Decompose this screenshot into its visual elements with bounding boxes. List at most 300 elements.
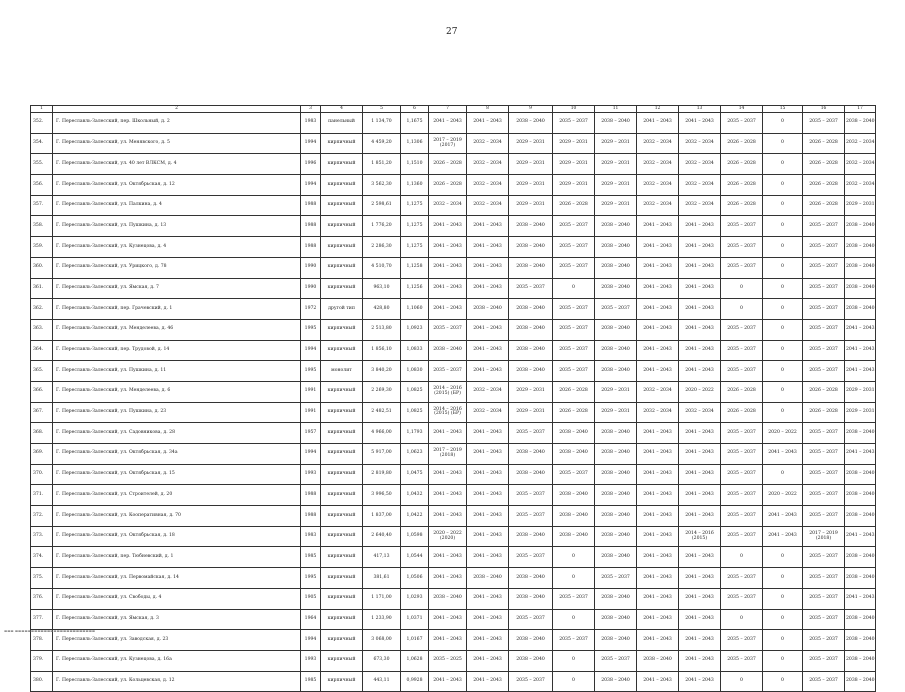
table-cell: 2041 – 2043 xyxy=(845,526,876,547)
row-number-cell: 380. xyxy=(31,671,53,692)
row-number-cell: 365. xyxy=(31,361,53,382)
table-cell: 2041 – 2043 xyxy=(845,444,876,465)
table-cell: кирпичный xyxy=(321,526,363,547)
table-cell: 1,1360 xyxy=(401,175,429,196)
table-cell: 2041 – 2043 xyxy=(467,237,509,258)
table-cell: 2032 – 2034 xyxy=(637,381,679,402)
row-number-cell: 373. xyxy=(31,526,53,547)
table-cell: 2038 – 2040 xyxy=(509,361,553,382)
table-cell: 2032 – 2034 xyxy=(679,175,721,196)
table-cell: 2041 – 2043 xyxy=(679,464,721,485)
table-cell: 2038 – 2040 xyxy=(845,257,876,278)
table-cell: 2035 – 2037 xyxy=(803,547,845,568)
table-cell: 2041 – 2043 xyxy=(637,671,679,692)
table-cell: 2035 – 2037 xyxy=(721,237,763,258)
table-cell: 2035 – 2037 xyxy=(803,506,845,527)
table-cell: 2026 – 2028 xyxy=(803,133,845,154)
table-cell: 1990 xyxy=(301,278,321,299)
address-cell: Г. Переславль-Залесский, ул. Кооперативная, д. 70 xyxy=(53,506,301,527)
table-cell: 2029 – 2031 xyxy=(509,154,553,175)
table-cell: 2026 – 2028 xyxy=(721,133,763,154)
table-cell: 2041 – 2043 xyxy=(845,361,876,382)
table-cell: 0 xyxy=(763,175,803,196)
table-cell: 381,61 xyxy=(363,568,401,589)
table-cell: 2035 – 2037 xyxy=(803,319,845,340)
table-cell: 2026 – 2028 xyxy=(721,402,763,423)
table-cell: 2035 – 2037 xyxy=(803,650,845,671)
table-cell: 2041 – 2043 xyxy=(429,299,467,320)
row-number-cell: 363. xyxy=(31,319,53,340)
table-row xyxy=(31,671,876,692)
column-header-17: 17 xyxy=(845,106,876,113)
table-row xyxy=(31,381,876,402)
table-cell: 2029 – 2031 xyxy=(845,195,876,216)
table-cell: 2032 – 2034 xyxy=(845,175,876,196)
table-cell: 2032 – 2034 xyxy=(637,133,679,154)
table-cell: 1 856,10 xyxy=(363,340,401,361)
column-header-9: 9 xyxy=(509,106,553,113)
table-cell: 1983 xyxy=(301,526,321,547)
address-cell: Г. Переславль-Залесский, ул. Урицкого, д. 78 xyxy=(53,257,301,278)
table-cell: 0 xyxy=(763,237,803,258)
table-cell: 1993 xyxy=(301,464,321,485)
address-cell: Г. Переславль-Залесский, ул. Октябрьская, д. 34а xyxy=(53,444,301,465)
table-cell: 2035 – 2037 xyxy=(803,568,845,589)
column-header-12: 12 xyxy=(637,106,679,113)
table-cell: 2041 – 2043 xyxy=(637,299,679,320)
table-cell: 2041 – 2043 xyxy=(637,340,679,361)
table-cell: 1,0830 xyxy=(401,361,429,382)
table-cell: 2038 – 2040 xyxy=(509,299,553,320)
table-cell: 2041 – 2043 xyxy=(637,278,679,299)
address-cell: Г. Переславль-Залесский, ул. Ямская, д. 3 xyxy=(53,609,301,630)
table-cell: 2020 – 2022 xyxy=(679,381,721,402)
table-cell: 3 562,30 xyxy=(363,175,401,196)
table-cell: 2041 – 2043 xyxy=(679,671,721,692)
row-number-cell: 376. xyxy=(31,588,53,609)
table-cell: 2029 – 2031 xyxy=(509,402,553,423)
table-cell: 2020 – 2022 (2020) xyxy=(429,526,467,547)
table-cell: 2035 – 2037 xyxy=(553,113,595,134)
table-cell: 1 134,70 xyxy=(363,113,401,134)
table-cell: 0,9928 xyxy=(401,671,429,692)
table-cell: 2032 – 2034 xyxy=(467,133,509,154)
table-cell: 2029 – 2031 xyxy=(595,402,637,423)
column-header-16: 16 xyxy=(803,106,845,113)
row-number-cell: 369. xyxy=(31,444,53,465)
table-cell: 2038 – 2040 xyxy=(595,340,637,361)
table-cell: 2035 – 2037 xyxy=(803,464,845,485)
address-cell: Г. Переславль-Залесский, ул. 40 лет ВЛКСМ, д. 4 xyxy=(53,154,301,175)
table-cell: 1995 xyxy=(301,361,321,382)
table-cell: 2041 – 2043 xyxy=(845,319,876,340)
table-cell: 2029 – 2031 xyxy=(509,133,553,154)
table-cell: 2041 – 2043 xyxy=(763,526,803,547)
table-cell: 2038 – 2040 xyxy=(845,650,876,671)
table-cell: 2035 – 2037 xyxy=(803,278,845,299)
column-header-3: 3 xyxy=(301,106,321,113)
table-row xyxy=(31,113,876,134)
table-cell: 2038 – 2040 xyxy=(509,340,553,361)
table-cell: 2041 – 2043 xyxy=(845,340,876,361)
table-row xyxy=(31,154,876,175)
address-cell: Г. Переславль-Залесский, ул. Заводская, д. 23 xyxy=(53,630,301,651)
table-cell: 0 xyxy=(763,216,803,237)
table-cell: 2041 – 2043 xyxy=(637,319,679,340)
table-cell: 2038 – 2040 xyxy=(509,630,553,651)
table-cell: 0 xyxy=(553,609,595,630)
column-header-14: 14 xyxy=(721,106,763,113)
table-cell: 2038 – 2040 xyxy=(845,464,876,485)
table-cell: 1 171,00 xyxy=(363,588,401,609)
table-cell: 2041 – 2043 xyxy=(467,361,509,382)
table-cell: 2038 – 2040 xyxy=(553,485,595,506)
table-cell: 2 269,30 xyxy=(363,381,401,402)
row-number-cell: 360. xyxy=(31,257,53,278)
table-cell: 0 xyxy=(721,547,763,568)
table-cell: 2038 – 2040 xyxy=(595,630,637,651)
table-cell: 1,0432 xyxy=(401,485,429,506)
address-cell: Г. Переславль-Залесский, ул. Свободы, д. 4 xyxy=(53,588,301,609)
table-cell: 2029 – 2031 xyxy=(595,154,637,175)
table-cell: 2041 – 2043 xyxy=(679,485,721,506)
table-cell: 2038 – 2040 xyxy=(595,361,637,382)
table-cell: 0 xyxy=(763,588,803,609)
table-cell: 2041 – 2043 xyxy=(467,506,509,527)
table-cell: 2041 – 2043 xyxy=(467,444,509,465)
table-cell: 417,13 xyxy=(363,547,401,568)
table-cell: 2038 – 2040 xyxy=(595,671,637,692)
table-row xyxy=(31,506,876,527)
table-cell: 2035 – 2037 xyxy=(553,319,595,340)
table-row xyxy=(31,402,876,423)
table-cell: кирпичный xyxy=(321,444,363,465)
table-cell: 2041 – 2043 xyxy=(637,526,679,547)
row-number-cell: 354. xyxy=(31,133,53,154)
address-cell: Г. Переславль-Залесский, пер. Школьный, д. 2 xyxy=(53,113,301,134)
address-cell: Г. Переславль-Залесский, пер. Трудовой, д. 14 xyxy=(53,340,301,361)
table-cell: 2032 – 2034 xyxy=(637,402,679,423)
table-cell: 2029 – 2031 xyxy=(553,175,595,196)
table-row xyxy=(31,423,876,444)
table-cell: 0 xyxy=(763,547,803,568)
address-cell: Г. Переславль-Залесский, ул. Пушкина, д. 11 xyxy=(53,361,301,382)
table-cell: 1994 xyxy=(301,340,321,361)
table-cell: 1,0475 xyxy=(401,464,429,485)
table-cell: 2041 – 2043 xyxy=(637,568,679,589)
table-cell: 4 966,00 xyxy=(363,423,401,444)
table-cell: 2014 – 2016 (2015) (БР) xyxy=(429,402,467,423)
table-cell: 0 xyxy=(721,299,763,320)
table-cell: 1995 xyxy=(301,319,321,340)
table-row xyxy=(31,464,876,485)
table-cell: 1,1793 xyxy=(401,423,429,444)
table-cell: 2035 – 2037 xyxy=(803,630,845,651)
table-cell: 1,1258 xyxy=(401,257,429,278)
address-cell: Г. Переславль-Залесский, ул. Менявского, д. 5 xyxy=(53,133,301,154)
address-cell: Г. Переславль-Залесский, ул. Кузнецова, д. 4 xyxy=(53,237,301,258)
table-cell: 2041 – 2043 xyxy=(429,630,467,651)
table-row xyxy=(31,175,876,196)
table-cell: 2038 – 2040 xyxy=(845,506,876,527)
table-cell: 2026 – 2028 xyxy=(553,402,595,423)
table-cell: 443,11 xyxy=(363,671,401,692)
table-cell: 2035 – 2037 xyxy=(721,485,763,506)
table-row xyxy=(31,278,876,299)
table-cell: 2038 – 2040 xyxy=(595,588,637,609)
table-cell: 2041 – 2043 xyxy=(679,278,721,299)
table-cell: 2035 – 2037 xyxy=(429,319,467,340)
table-cell: 2035 – 2037 xyxy=(509,547,553,568)
table-cell: 2029 – 2031 xyxy=(509,175,553,196)
table-cell: 2041 – 2043 xyxy=(637,423,679,444)
address-cell: Г. Переславль-Залесский, ул. Менделеева, д. 46 xyxy=(53,319,301,340)
row-number-cell: 361. xyxy=(31,278,53,299)
table-cell: 2035 – 2037 xyxy=(595,568,637,589)
table-cell: 1988 xyxy=(301,216,321,237)
table-cell: 1,0825 xyxy=(401,381,429,402)
table-cell: 2038 – 2040 xyxy=(595,485,637,506)
table-cell: 2035 – 2037 xyxy=(553,237,595,258)
table-cell: 1,0825 xyxy=(401,402,429,423)
column-header-5: 5 xyxy=(363,106,401,113)
table-cell: кирпичный xyxy=(321,650,363,671)
table-cell: 2035 – 2037 xyxy=(509,423,553,444)
table-cell: 1,0422 xyxy=(401,506,429,527)
address-cell: Г. Переславль-Залесский, ул. Менделеева, д. 6 xyxy=(53,381,301,402)
row-number-cell: 370. xyxy=(31,464,53,485)
table-cell: 1994 xyxy=(301,175,321,196)
table-cell: 2038 – 2040 xyxy=(509,588,553,609)
table-cell: 0 xyxy=(763,671,803,692)
table-cell: 2041 – 2043 xyxy=(637,361,679,382)
table-cell: 2041 – 2043 xyxy=(429,278,467,299)
table-cell: 0 xyxy=(763,278,803,299)
table-cell: 2026 – 2028 xyxy=(803,381,845,402)
table-cell: 2041 – 2043 xyxy=(637,237,679,258)
table-cell: 1,0293 xyxy=(401,588,429,609)
table-cell: 3 068,00 xyxy=(363,630,401,651)
table-cell: кирпичный xyxy=(321,319,363,340)
table-cell: 2041 – 2043 xyxy=(637,547,679,568)
table-cell: кирпичный xyxy=(321,257,363,278)
table-row xyxy=(31,609,876,630)
table-cell: кирпичный xyxy=(321,547,363,568)
table-cell: 2038 – 2040 xyxy=(467,568,509,589)
table-cell: 2041 – 2043 xyxy=(429,237,467,258)
table-cell: кирпичный xyxy=(321,402,363,423)
table-cell: 0 xyxy=(721,671,763,692)
table-cell: 1,0628 xyxy=(401,650,429,671)
table-cell: 2038 – 2040 xyxy=(595,237,637,258)
table-cell: 2035 – 2037 xyxy=(721,423,763,444)
table-cell: 2035 – 2037 xyxy=(509,506,553,527)
table-cell: 2026 – 2028 xyxy=(803,154,845,175)
table-cell: 0 xyxy=(763,319,803,340)
table-cell: 2038 – 2040 xyxy=(509,319,553,340)
table-cell: 2041 – 2043 xyxy=(637,257,679,278)
table-cell: 1,1060 xyxy=(401,299,429,320)
column-header-2: 2 xyxy=(53,106,301,113)
table-cell: 2035 – 2037 xyxy=(803,485,845,506)
table-cell: 2035 – 2037 xyxy=(553,464,595,485)
table-cell: 2038 – 2040 xyxy=(509,464,553,485)
table-row xyxy=(31,340,876,361)
table-cell: 2035 – 2025 xyxy=(429,650,467,671)
table-cell: 2041 – 2043 xyxy=(637,609,679,630)
table-cell: кирпичный xyxy=(321,423,363,444)
table-cell: 0 xyxy=(763,630,803,651)
table-cell: 2029 – 2031 xyxy=(845,402,876,423)
table-cell: 2041 – 2043 xyxy=(845,588,876,609)
table-cell: кирпичный xyxy=(321,485,363,506)
address-cell: Г. Переславль-Залесский, ул. Кузнецова, д. 16а xyxy=(53,650,301,671)
table-cell: 1 233,90 xyxy=(363,609,401,630)
table-cell: 2041 – 2043 xyxy=(467,547,509,568)
table-cell: 2041 – 2043 xyxy=(679,319,721,340)
table-cell: 1,1275 xyxy=(401,216,429,237)
table-cell: 1983 xyxy=(301,113,321,134)
table-cell: 2035 – 2037 xyxy=(803,216,845,237)
row-number-cell: 364. xyxy=(31,340,53,361)
table-cell: 2041 – 2043 xyxy=(467,485,509,506)
table-cell: 0 xyxy=(721,609,763,630)
table-cell: 5 917,00 xyxy=(363,444,401,465)
table-cell: 2041 – 2043 xyxy=(637,113,679,134)
table-cell: 2038 – 2040 xyxy=(509,113,553,134)
table-cell: 2038 – 2040 xyxy=(845,237,876,258)
table-cell: 2041 – 2043 xyxy=(679,506,721,527)
table-cell: 0 xyxy=(553,671,595,692)
table-cell: 2026 – 2028 xyxy=(429,154,467,175)
table-cell: 2035 – 2037 xyxy=(595,650,637,671)
table-cell: 2032 – 2034 xyxy=(637,175,679,196)
table-cell: 2041 – 2043 xyxy=(637,630,679,651)
table-cell: 1990 xyxy=(301,257,321,278)
table-cell: 2041 – 2043 xyxy=(467,216,509,237)
table-cell: 2038 – 2040 xyxy=(595,547,637,568)
table-cell: 2038 – 2040 xyxy=(595,216,637,237)
table-cell: 2041 – 2043 xyxy=(429,609,467,630)
table-cell: 2029 – 2031 xyxy=(595,175,637,196)
table-cell: 2035 – 2037 xyxy=(429,361,467,382)
table-cell: 2038 – 2040 xyxy=(845,216,876,237)
table-cell: 0 xyxy=(763,154,803,175)
table-cell: 1988 xyxy=(301,237,321,258)
table-cell: 0 xyxy=(763,464,803,485)
table-cell: 2035 – 2037 xyxy=(721,506,763,527)
table-row xyxy=(31,650,876,671)
table-cell: 2020 – 2022 xyxy=(763,423,803,444)
table-row xyxy=(31,588,876,609)
table-cell: 0 xyxy=(763,568,803,589)
table-cell: 2038 – 2040 xyxy=(595,464,637,485)
table-cell: 1996 xyxy=(301,154,321,175)
table-cell: 2041 – 2043 xyxy=(429,257,467,278)
table-cell: 2035 – 2037 xyxy=(721,216,763,237)
row-number-cell: 358. xyxy=(31,216,53,237)
table-cell: 2032 – 2034 xyxy=(467,195,509,216)
table-cell: 2038 – 2040 xyxy=(429,340,467,361)
table-cell: 2041 – 2043 xyxy=(467,650,509,671)
table-cell: 2035 – 2037 xyxy=(721,361,763,382)
address-cell: Г. Переславль-Залесский, ул. Палкина, д. 4 xyxy=(53,195,301,216)
table-cell: 1,0923 xyxy=(401,319,429,340)
column-header-11: 11 xyxy=(595,106,637,113)
table-cell: 0 xyxy=(763,340,803,361)
table-cell: 1905 xyxy=(301,588,321,609)
table-cell: 2029 – 2031 xyxy=(553,133,595,154)
table-cell: 2041 – 2043 xyxy=(679,609,721,630)
table-cell: 2041 – 2043 xyxy=(467,113,509,134)
table-cell: 1993 xyxy=(301,650,321,671)
table-cell: 963,10 xyxy=(363,278,401,299)
address-cell: Г. Переславль-Залесский, ул. Садовникова, д. 28 xyxy=(53,423,301,444)
table-cell: 2038 – 2040 xyxy=(595,113,637,134)
table-cell: 2041 – 2043 xyxy=(679,444,721,465)
column-header-10: 10 xyxy=(553,106,595,113)
table-cell: 0 xyxy=(763,650,803,671)
column-header-1: 1 xyxy=(31,106,53,113)
table-cell: 2032 – 2034 xyxy=(637,195,679,216)
table-cell: 2026 – 2028 xyxy=(721,381,763,402)
table-cell: 1,1275 xyxy=(401,195,429,216)
table-cell: 2026 – 2028 xyxy=(553,381,595,402)
row-number-cell: 374. xyxy=(31,547,53,568)
row-number-cell: 371. xyxy=(31,485,53,506)
table-cell: 2035 – 2037 xyxy=(803,423,845,444)
table-cell: кирпичный xyxy=(321,216,363,237)
table-cell: 2041 – 2043 xyxy=(679,216,721,237)
table-cell: кирпичный xyxy=(321,630,363,651)
table-row xyxy=(31,526,876,547)
table-cell: 2041 – 2043 xyxy=(467,526,509,547)
table-cell: 1957 xyxy=(301,423,321,444)
table-cell: 2041 – 2043 xyxy=(763,506,803,527)
row-number-cell: 379. xyxy=(31,650,53,671)
table-cell: 0 xyxy=(763,381,803,402)
housing-repair-table xyxy=(30,105,876,692)
table-cell: 2035 – 2037 xyxy=(803,237,845,258)
table-cell: 2035 – 2037 xyxy=(803,588,845,609)
table-cell: 2017 – 2019 (2018) xyxy=(429,444,467,465)
table-cell: 2041 – 2043 xyxy=(429,568,467,589)
table-cell: 2026 – 2028 xyxy=(803,175,845,196)
address-cell: Г. Переславль-Залесский, ул. Октябрьская, д. 15 xyxy=(53,464,301,485)
table-cell: 1988 xyxy=(301,506,321,527)
table-cell: 2038 – 2040 xyxy=(553,444,595,465)
table-cell: 1972 xyxy=(301,299,321,320)
table-cell: 2035 – 2037 xyxy=(721,588,763,609)
table-cell: 2041 – 2043 xyxy=(637,485,679,506)
table-cell: 2035 – 2037 xyxy=(803,299,845,320)
table-cell: 2017 – 2019 (2017) xyxy=(429,133,467,154)
table-cell: 2035 – 2037 xyxy=(721,650,763,671)
table-cell: 2014 – 2016 (2015) xyxy=(679,526,721,547)
table-cell: 1,1275 xyxy=(401,237,429,258)
table-cell: 2038 – 2040 xyxy=(595,526,637,547)
table-cell: 2041 – 2043 xyxy=(429,547,467,568)
table-cell: 1,0167 xyxy=(401,630,429,651)
table-cell: 2038 – 2040 xyxy=(429,588,467,609)
table-cell: 2041 – 2043 xyxy=(679,588,721,609)
table-cell: 2041 – 2043 xyxy=(467,609,509,630)
table-cell: 2038 – 2040 xyxy=(845,671,876,692)
table-cell: 2038 – 2040 xyxy=(509,237,553,258)
table-cell: 2026 – 2028 xyxy=(803,402,845,423)
table-cell: 2032 – 2034 xyxy=(679,154,721,175)
table-cell: 2041 – 2043 xyxy=(467,278,509,299)
